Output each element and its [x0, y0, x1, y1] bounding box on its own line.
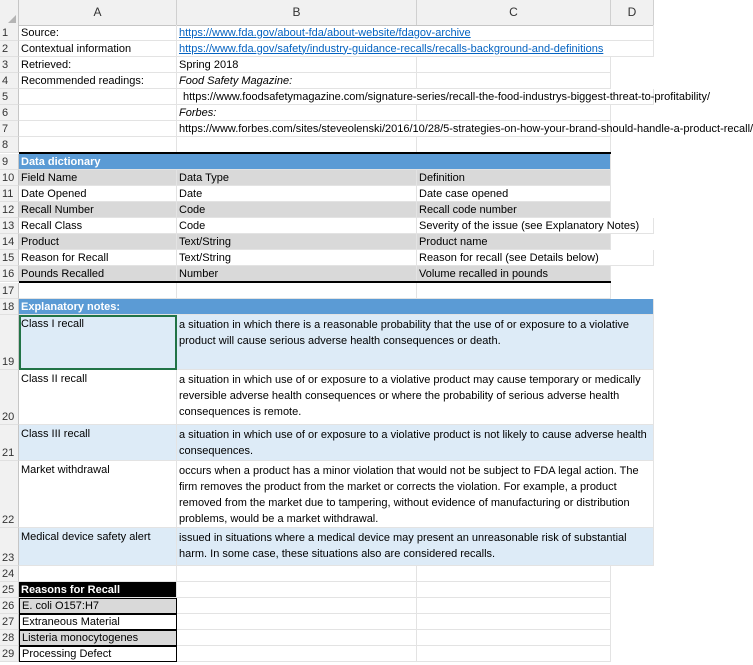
- column-header-a[interactable]: A: [19, 0, 177, 25]
- column-header-d[interactable]: D: [611, 0, 654, 25]
- cell-b25[interactable]: [177, 582, 417, 598]
- table-cell[interactable]: Product name: [417, 234, 611, 250]
- row-11: [0, 186, 654, 202]
- column-header-bar: [0, 0, 654, 26]
- row-number[interactable]: 9: [0, 154, 19, 170]
- row-23: [0, 528, 654, 566]
- cell-b4[interactable]: Food Safety Magazine:: [177, 73, 417, 89]
- row-number[interactable]: 4: [0, 73, 19, 89]
- row-number[interactable]: 10: [0, 170, 19, 186]
- cell-a1[interactable]: Source:: [19, 25, 177, 41]
- cell-a24[interactable]: [19, 566, 177, 582]
- row-19: [0, 315, 654, 370]
- cell-a5[interactable]: [19, 89, 177, 105]
- table-cell[interactable]: Recall Class: [19, 218, 177, 234]
- table-cell[interactable]: Product: [19, 234, 177, 250]
- row-number[interactable]: 13: [0, 218, 19, 234]
- row-6: [0, 105, 654, 121]
- row-12: [0, 202, 654, 218]
- row-number[interactable]: 6: [0, 105, 19, 121]
- note-text[interactable]: [177, 461, 654, 528]
- row-2: [0, 41, 654, 57]
- row-number[interactable]: 11: [0, 186, 19, 202]
- row-number[interactable]: 5: [0, 89, 19, 105]
- row-number[interactable]: 2: [0, 41, 19, 57]
- column-header-c[interactable]: C: [417, 0, 611, 25]
- row-27: [0, 614, 654, 630]
- table-cell[interactable]: Volume recalled in pounds: [417, 266, 611, 282]
- note-text[interactable]: [177, 425, 654, 461]
- row-number[interactable]: 15: [0, 250, 19, 266]
- note-text-content: occurs when a product has a minor violation that would not be subject to FDA legal action. The firm removes the product from the market or corrects the violation. For example, a product removed from the market due to tampering, without evidence of manufacturing or distribution problems, would be a market withdrawal.: [179, 465, 639, 525]
- list-item[interactable]: Extraneous Material: [19, 614, 177, 630]
- cell-c27[interactable]: [417, 614, 611, 630]
- row-15: [0, 250, 654, 266]
- cell-b3[interactable]: Spring 2018: [177, 57, 417, 73]
- row-number[interactable]: 19: [0, 315, 19, 370]
- explanatory-notes-title[interactable]: Explanatory notes:: [19, 299, 654, 315]
- row-number[interactable]: 26: [0, 598, 19, 614]
- cell-b27[interactable]: [177, 614, 417, 630]
- table-cell[interactable]: Date Opened: [19, 186, 177, 202]
- row-number[interactable]: 17: [0, 283, 19, 299]
- row-number[interactable]: 29: [0, 646, 19, 662]
- row-21: [0, 425, 654, 461]
- cell-a4[interactable]: Recommended readings:: [19, 73, 177, 89]
- row-18: [0, 299, 654, 315]
- cell-b26[interactable]: [177, 598, 417, 614]
- cell-a8[interactable]: [19, 137, 177, 153]
- select-all-corner[interactable]: [0, 0, 19, 25]
- row-5: [0, 89, 711, 105]
- row-number[interactable]: 21: [0, 425, 19, 461]
- row-number[interactable]: 24: [0, 566, 19, 582]
- row-13: [0, 218, 654, 234]
- row-number[interactable]: 12: [0, 202, 19, 218]
- data-dictionary-title[interactable]: Data dictionary: [19, 154, 611, 170]
- cell-a3[interactable]: Retrieved:: [19, 57, 177, 73]
- note-term[interactable]: Market withdrawal: [19, 461, 177, 528]
- dictionary-header-definition[interactable]: Definition: [417, 170, 611, 186]
- cell-b24[interactable]: [177, 566, 417, 582]
- row-1: [0, 25, 654, 41]
- row-number[interactable]: 27: [0, 614, 19, 630]
- cell-b5[interactable]: https://www.foodsafetymagazine.com/signature-series/recall-the-food-industrys-biggest-threat-to-profitability/: [177, 89, 654, 105]
- note-text[interactable]: [177, 370, 654, 425]
- row-number[interactable]: 18: [0, 299, 19, 315]
- note-term[interactable]: Class I recall: [19, 315, 177, 370]
- cell-c26[interactable]: [417, 598, 611, 614]
- row-number[interactable]: 8: [0, 137, 19, 153]
- cell-b2-link[interactable]: https://www.fda.gov/safety/industry-guidance-recalls/recalls-background-and-definitions: [177, 41, 654, 57]
- cell-a17[interactable]: [19, 283, 177, 299]
- dictionary-header-field[interactable]: Field Name: [19, 170, 177, 186]
- row-number[interactable]: 7: [0, 121, 19, 137]
- table-cell[interactable]: Code: [177, 202, 417, 218]
- note-text[interactable]: [177, 528, 654, 566]
- table-cell[interactable]: Pounds Recalled: [19, 266, 177, 282]
- cell-b17[interactable]: [177, 283, 417, 299]
- row-9: [0, 154, 654, 170]
- cell-b8[interactable]: [177, 137, 417, 153]
- row-number[interactable]: 20: [0, 370, 19, 425]
- row-number[interactable]: 28: [0, 630, 19, 646]
- table-cell[interactable]: Text/String: [177, 250, 417, 266]
- row-number[interactable]: 25: [0, 582, 19, 598]
- note-text-content: issued in situations where a medical device may present an unreasonable risk of substantial harm. In some case, these situations also are considered recalls.: [179, 532, 627, 560]
- row-24: [0, 566, 654, 582]
- row-8: [0, 137, 654, 153]
- cell-a6[interactable]: [19, 105, 177, 121]
- row-7: [0, 121, 753, 137]
- row-16: [0, 266, 654, 282]
- cell-c24[interactable]: [417, 566, 611, 582]
- table-cell[interactable]: Reason for recall (see Details below): [417, 250, 654, 266]
- table-cell[interactable]: Text/String: [177, 234, 417, 250]
- cell-b29[interactable]: [177, 646, 417, 662]
- row-22: [0, 461, 654, 528]
- table-cell[interactable]: Recall code number: [417, 202, 611, 218]
- table-cell[interactable]: Code: [177, 218, 417, 234]
- note-term[interactable]: Class III recall: [19, 425, 177, 461]
- list-item[interactable]: E. coli O157:H7: [19, 598, 177, 614]
- table-cell[interactable]: Date case opened: [417, 186, 611, 202]
- row-number[interactable]: 14: [0, 234, 19, 250]
- cell-c25[interactable]: [417, 582, 611, 598]
- row-17: [0, 283, 654, 299]
- row-number[interactable]: 23: [0, 528, 19, 566]
- cell-c4[interactable]: [417, 73, 611, 89]
- cell-b7[interactable]: https://www.forbes.com/sites/steveolenski/2016/10/28/5-strategies-on-how-your-brand-should-handle-a-product-recall/: [177, 121, 611, 137]
- list-item[interactable]: Processing Defect: [19, 646, 177, 662]
- row-25: [0, 582, 654, 598]
- cell-c3[interactable]: [417, 57, 611, 73]
- table-cell[interactable]: Severity of the issue (see Explanatory Notes): [417, 218, 654, 234]
- row-number[interactable]: 1: [0, 25, 19, 41]
- row-number[interactable]: 16: [0, 266, 19, 282]
- note-text-content: a situation in which use of or exposure to a violative product is not likely to cause adverse health consequences.: [179, 429, 647, 457]
- cell-c28[interactable]: [417, 630, 611, 646]
- row-28: [0, 630, 654, 646]
- table-cell[interactable]: Reason for Recall: [19, 250, 177, 266]
- table-cell[interactable]: Recall Number: [19, 202, 177, 218]
- cell-c6[interactable]: [417, 105, 611, 121]
- note-text-content: a situation in which use of or exposure to a violative product may cause temporary or medically reversible adverse health consequences or where the probability of serious adverse health consequences is remote.: [179, 374, 641, 418]
- cell-a2[interactable]: Contextual information: [19, 41, 177, 57]
- row-20: [0, 370, 654, 425]
- row-number[interactable]: 3: [0, 57, 19, 73]
- column-header-b[interactable]: B: [177, 0, 417, 25]
- note-text[interactable]: [177, 315, 654, 370]
- note-term[interactable]: Medical device safety alert: [19, 528, 177, 566]
- dictionary-header-type[interactable]: Data Type: [177, 170, 417, 186]
- table-cell[interactable]: Number: [177, 266, 417, 282]
- cell-c17[interactable]: [417, 283, 611, 299]
- row-4: [0, 73, 654, 89]
- note-term[interactable]: Class II recall: [19, 370, 177, 425]
- reasons-title[interactable]: Reasons for Recall: [19, 582, 177, 598]
- row-29: [0, 646, 654, 662]
- list-item[interactable]: Listeria monocytogenes: [19, 630, 177, 646]
- row-3: [0, 57, 654, 73]
- cell-b1-link[interactable]: https://www.fda.gov/about-fda/about-website/fdagov-archive: [177, 25, 654, 41]
- cell-a7[interactable]: [19, 121, 177, 137]
- note-text-content: a situation in which there is a reasonable probability that the use of or exposure to a violative product will cause serious adverse health consequences or death.: [179, 319, 630, 347]
- cell-c8[interactable]: [417, 137, 611, 153]
- cell-c29[interactable]: [417, 646, 611, 662]
- table-cell[interactable]: Date: [177, 186, 417, 202]
- cell-b6[interactable]: Forbes:: [177, 105, 417, 121]
- row-14: [0, 234, 654, 250]
- row-26: [0, 598, 654, 614]
- cell-b28[interactable]: [177, 630, 417, 646]
- row-number[interactable]: 22: [0, 461, 19, 528]
- row-10: [0, 170, 654, 186]
